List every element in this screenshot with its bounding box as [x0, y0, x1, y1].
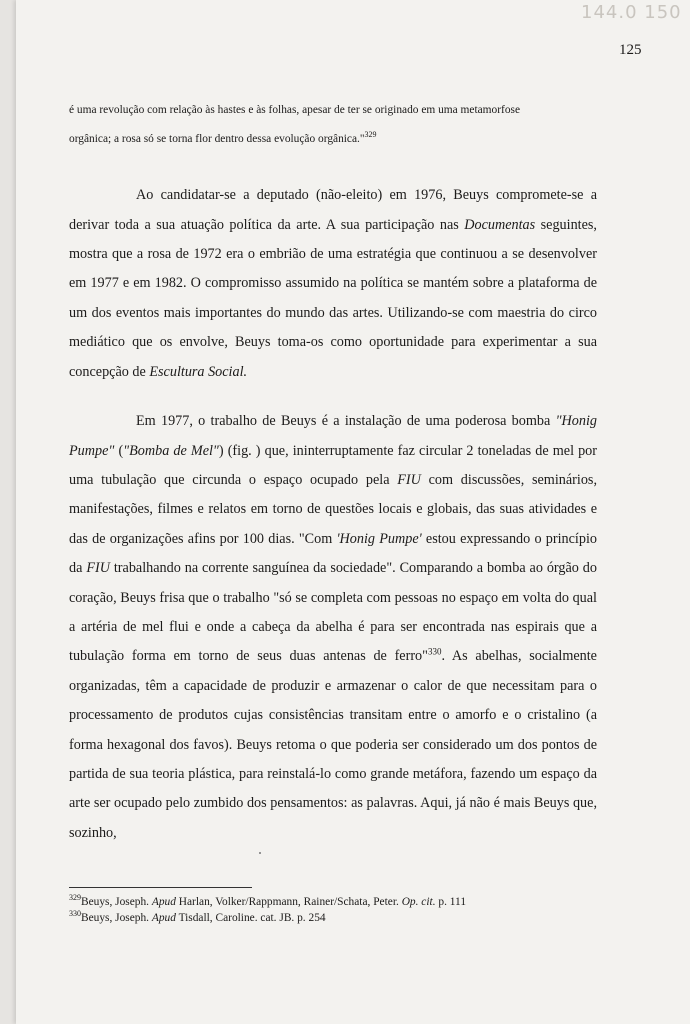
p2-text-a: Em 1977, o trabalho de Beuys é a instalação de uma poderosa bomba	[136, 413, 556, 430]
footnote-330-text-c: Tisdall, Caroline. cat. JB. p. 254	[175, 912, 326, 924]
footnote-329-text-e: p. 111	[435, 896, 467, 908]
footnote-329-op-cit: Op. cit.	[401, 896, 436, 908]
p2-text-g: com discussões, seminários, manifestações, filmes e relatos em torno de questões locais e globais, das suas atividades e das de organizações afins por 100 dias. "Com	[69, 472, 597, 547]
p2-text-k: trabalhando na corrente sanguínea da sociedade". Comparando a bomba ao órgão do coração, Beuys frisa que o trabalho "só se completa com pessoas no espaço em volta do qual a artéria de mel flui e onde a cabeça da abelha é para ser encontrada nas espirais que a tubulação forma em torno de seus duas antenas de ferro"	[69, 560, 597, 665]
quote-line-2	[69, 125, 569, 154]
footnote-divider	[69, 887, 252, 888]
quote-continuation	[69, 96, 569, 154]
footnote-ref-329: 329	[364, 130, 377, 140]
paragraph-honig-pumpe	[69, 407, 597, 848]
p2-text-e: ) (fig. ) que, ininterruptamente faz circular 2 toneladas de mel por uma tubulação que circunda o espaço ocupado pela	[69, 442, 597, 488]
p2-text-c: (	[114, 442, 124, 459]
footnote-ref-330: 330	[427, 646, 442, 657]
footnote-330	[69, 910, 589, 926]
speck-mark	[259, 852, 261, 854]
footnote-330-apud: Apud	[151, 912, 176, 924]
p2-italic-fiu-2: FIU	[86, 560, 110, 577]
footnote-329-text-a: Beuys, Joseph.	[81, 896, 152, 908]
footnote-329	[69, 894, 589, 910]
p2-text-l: . As abelhas, socialmente organizadas, têm a capacidade de produzir e armazenar o calor de que necessitam para o processamento de produtos cujas consistências transitam entre o amorfo e o cristalino (a forma hexagonal dos favos). Beuys retoma o que poderia ser considerado um dos pontos de partida de sua teoria plástica, para reinstalá-lo como grande metáfora, fazendo um espaço da arte ser ocupado pelo zumbido dos pensamentos: as palavras. Aqui, já não é mais Beuys que, sozinho,	[69, 648, 597, 841]
p2-italic-honig-pumpe: "Honig Pumpe"	[69, 413, 597, 459]
page-number: 125	[619, 42, 642, 58]
footnotes	[69, 894, 589, 926]
quote-line-1: é uma revolução com relação às hastes e às folhas, apesar de ter se originado em uma metamorfose	[69, 104, 521, 116]
footnote-329-text-c: Harlan, Volker/Rappmann, Rainer/Schata, Peter.	[175, 896, 402, 908]
p2-italic-bomba-de-mel: "Bomba de Mel"	[123, 442, 219, 459]
footnote-329-apud: Apud	[151, 896, 176, 908]
document-page	[16, 0, 690, 1024]
footnote-329-number: 329	[69, 893, 81, 903]
p2-italic-honig-pumpe-quote: 'Honig Pumpe'	[336, 530, 422, 547]
paragraph-candidacy	[69, 181, 597, 387]
footnote-330-text-a: Beuys, Joseph.	[81, 912, 152, 924]
p1-italic-documentas: Documentas	[464, 216, 536, 233]
p1-text-c: seguintes, mostra que a rosa de 1972 era o embrião de uma estratégia que continuou a se desenvolver em 1977 e em 1982. O compromisso assumido na política se mantém sobre a plataforma de um dos eventos mais importantes do mundo das artes. Utilizando-se com maestria do circo mediático que os envolve, Beuys toma-os como oportunidade para experimentar a sua concepção de	[69, 216, 597, 380]
p2-italic-fiu: FIU	[397, 472, 421, 488]
p1-italic-escultura-social: Escultura Social.	[149, 363, 248, 380]
quote-line-2-text: orgânica; a rosa só se torna flor dentro dessa evolução orgânica."	[69, 133, 365, 145]
footnote-330-number: 330	[69, 909, 81, 919]
p2-text-i: estou expressando o princípio da	[69, 530, 598, 577]
pencil-annotation: 144.0 150	[581, 2, 682, 23]
p1-text-a: Ao candidatar-se a deputado (não-eleito) em 1976, Beuys compromete-se a derivar toda a sua atuação política da arte. A sua participação nas	[69, 187, 597, 233]
